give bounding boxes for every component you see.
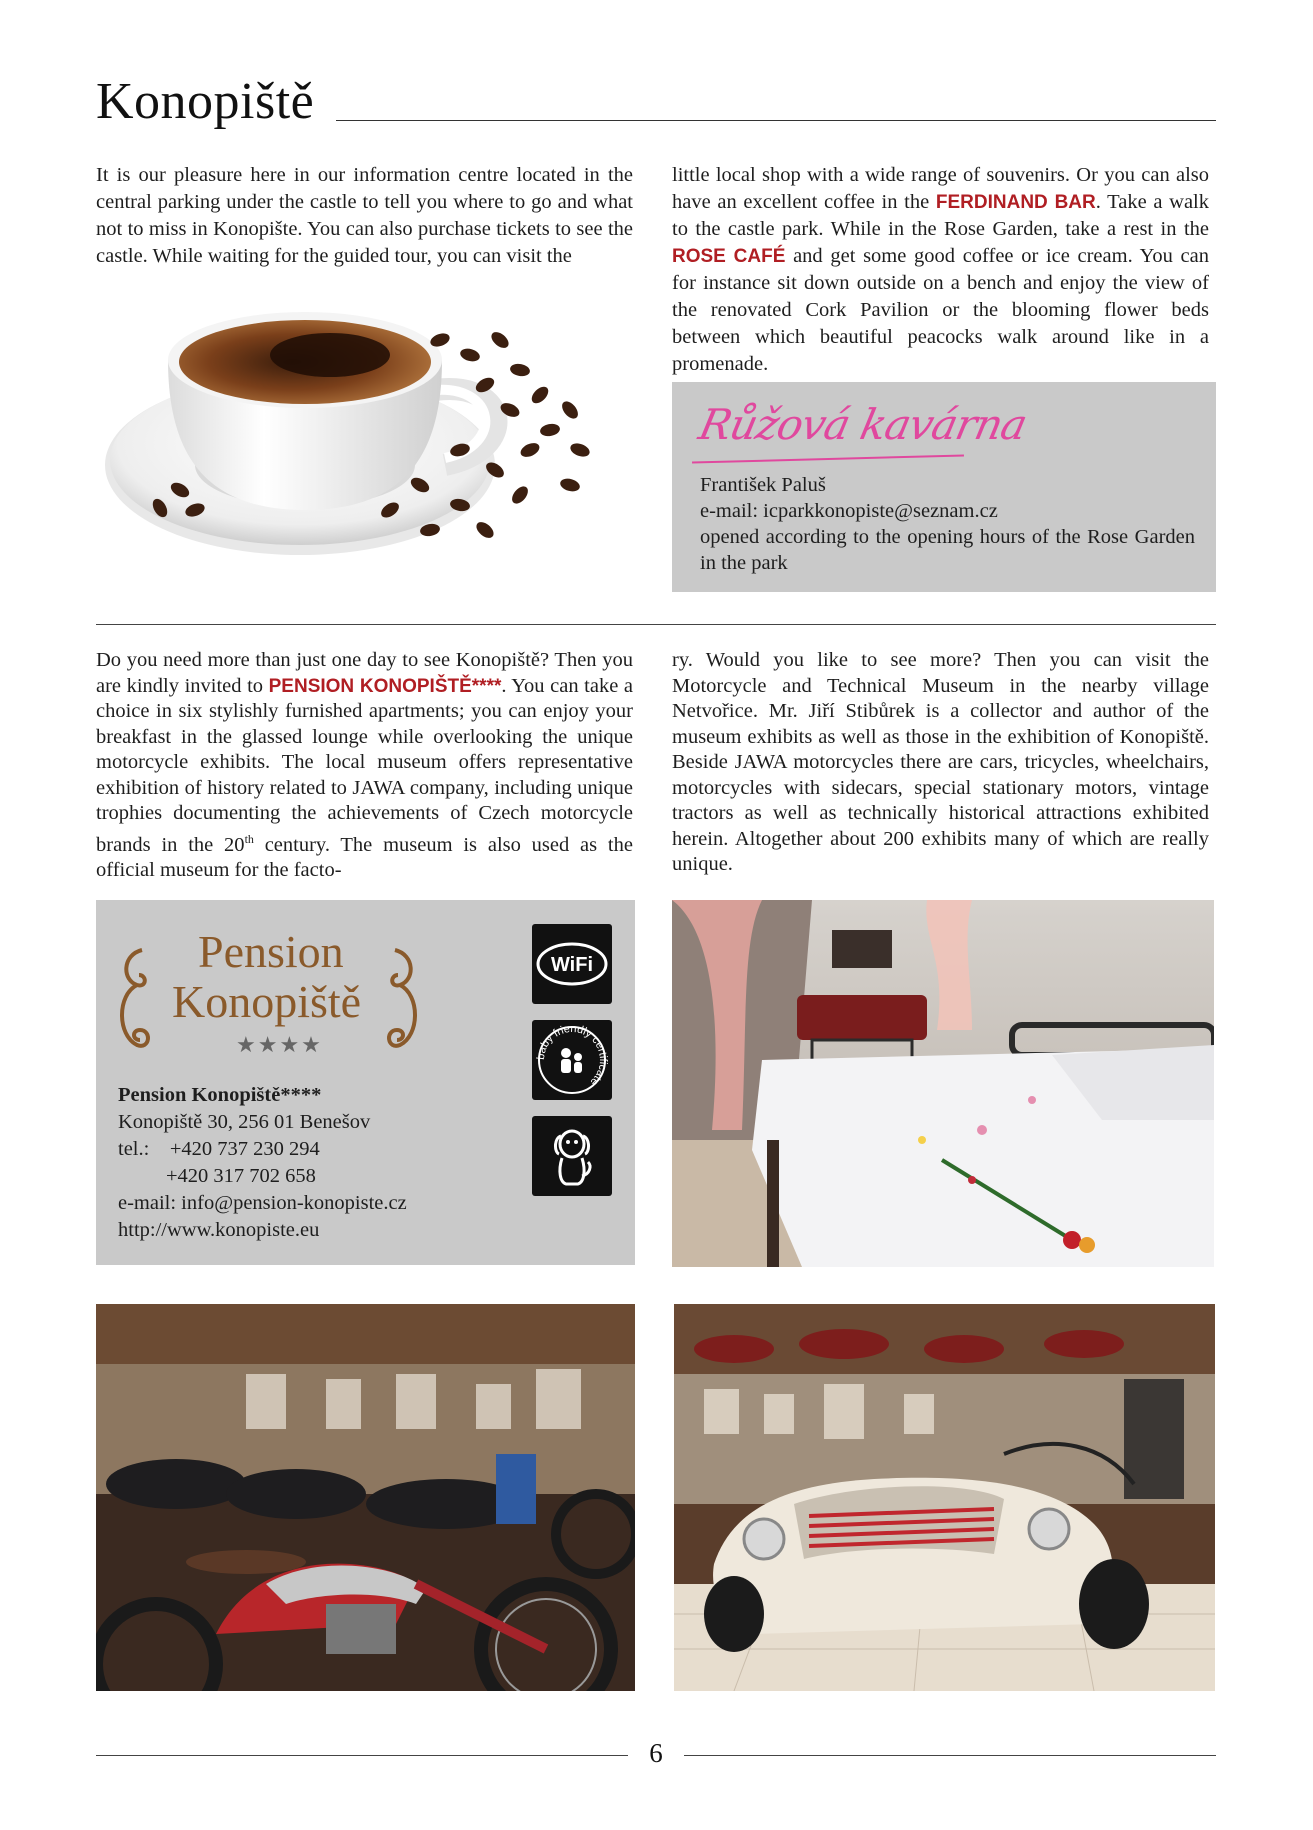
footer-rule-right xyxy=(684,1755,1216,1756)
pension-address: Konopiště 30, 256 01 Benešov xyxy=(118,1111,371,1133)
ornament-right-icon xyxy=(385,940,425,1060)
cafe-owner: František Paluš xyxy=(700,474,826,496)
ferdinand-bar-highlight: FERDINAND BAR xyxy=(935,192,1096,213)
pension-website[interactable]: http://www.konopiste.eu xyxy=(118,1219,320,1241)
dog-friendly-icon xyxy=(532,1116,612,1196)
title-rule xyxy=(336,120,1216,121)
cafe-contact xyxy=(700,472,1195,576)
cafe-logo: Růžová kavárna xyxy=(694,400,1031,449)
coffee-cup-image xyxy=(100,300,620,600)
pension-logo-line1: Pension xyxy=(198,926,344,977)
svg-text:WiFi: WiFi xyxy=(550,954,594,976)
ornament-left-icon xyxy=(112,940,152,1060)
pension-contact xyxy=(118,1082,407,1244)
rose-cafe-highlight: ROSE CAFÉ xyxy=(672,246,786,267)
intro-left-text: It is our pleasure here in our information centre located in the central parking under the castle to tell you where to go and what not to miss in Konopište. You can also purchase tickets to see the castle. While waiting for the guided tour, you can visit the xyxy=(96,164,633,267)
pension-tel-1: tel.: +420 737 230 294 xyxy=(118,1138,320,1160)
pension-logo-stars: ★★★★ xyxy=(236,1032,323,1057)
pension-name: Pension Konopiště**** xyxy=(118,1084,322,1106)
bedroom-photo xyxy=(672,900,1214,1267)
pension-right-text: ry. Would you like to see more? Then you can visit the Motorcycle and Technical Museum in the nearby village Netvořice. Mr. Jiří Stibůrek is a collector and author of the museum exhibits as well as those in the exhibition of Konopiště. Beside JAWA motorcycles there are cars, tricycles, wheelchairs, motorcycles with sidecars, special stationary motors, vintage tractors as well as technically historical attractions exhibited herein. Altogether about 200 exhibits many of which are really unique. xyxy=(672,649,1209,875)
page-title: Konopiště xyxy=(96,73,315,130)
pension-highlight: PENSION KONOPIŠTĚ**** xyxy=(268,675,502,697)
pension-left-text: Do you need more than just one day to see Konopiště? Then you are kindly invited to PENSION KONOPIŠTĚ****. You can take a choice in six stylishly furnished apartments; you can enjoy your breakfast in the glassed lounge while overlooking the unique motorcycle exhibits. The local museum offers representative exhibition of history related to JAWA company, including unique trophies documenting the achievements of Czech motorcycle brands in the 20th century. The museum is also used as the official museum for the facto- xyxy=(96,649,633,881)
footer-rule-left xyxy=(96,1755,628,1756)
svg-text:baby friendly certificate: baby friendly certificate xyxy=(534,1022,610,1089)
motorcycle-museum-photo xyxy=(96,1304,635,1691)
baby-friendly-icon xyxy=(532,1020,612,1100)
pension-logo-line2: Konopiště xyxy=(172,976,362,1027)
wifi-icon xyxy=(532,924,612,1004)
vintage-car-photo xyxy=(674,1304,1215,1691)
section-divider xyxy=(96,624,1216,625)
cafe-email[interactable]: e-mail: icparkkonopiste@seznam.cz xyxy=(700,500,998,522)
page-number: 6 xyxy=(649,1738,663,1768)
pension-tel-2: +420 317 702 658 xyxy=(166,1165,316,1187)
cafe-hours: opened according to the opening hours of the Rose Garden in the park xyxy=(700,526,1195,574)
intro-right-text: little local shop with a wide range of souvenirs. Or you can also have an excellent coffee in the FERDINAND BAR. Take a walk to the castle park. While in the Rose Garden, take a rest in the ROSE CAFÉ and get some good coffee or ice cream. You can for instance sit down outside on a bench and enjoy the view of the renovated Cork Pavilion or the blooming flower beds between which beautiful peacocks walk around like in a promenade. xyxy=(672,164,1209,375)
pension-email[interactable]: e-mail: info@pension-konopiste.cz xyxy=(118,1192,407,1214)
